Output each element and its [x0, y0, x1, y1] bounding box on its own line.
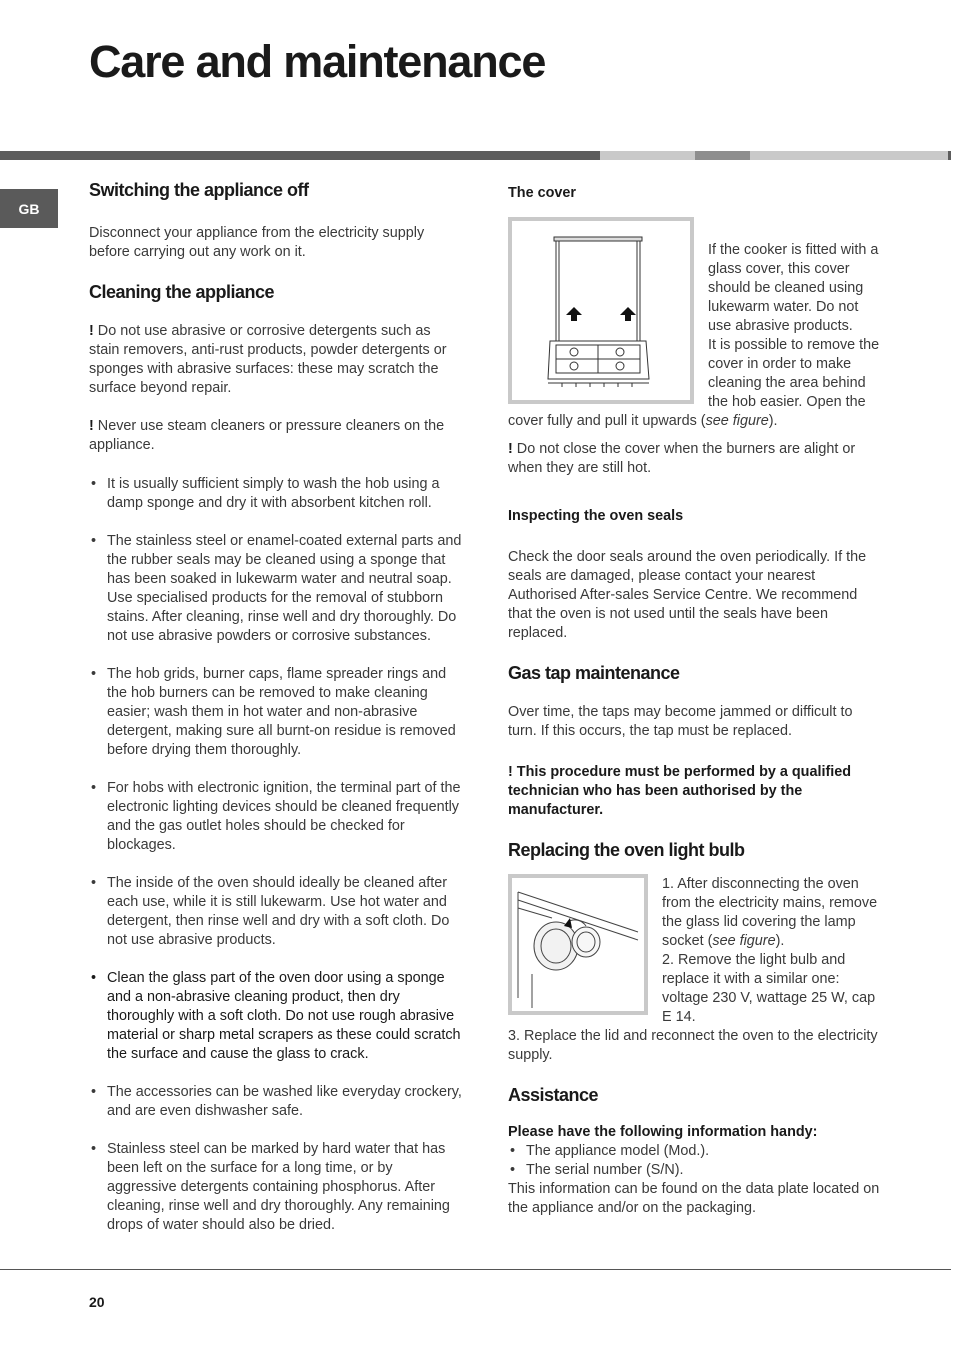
cover-warning-text: Do not close the cover when the burners are alight or when they are still hot. — [508, 441, 856, 476]
page-title: Care and maintenance — [89, 36, 546, 87]
warning-1-text: Do not use abrasive or corrosive detergents such as stain removers, anti-rust products, powder detergents or sponges with abrasive surfaces: these may scratch the surface beyond repair. — [89, 323, 447, 396]
cover-figure — [508, 217, 694, 404]
assist-heading: Assistance — [508, 1085, 599, 1105]
assist-lead: Please have the following information handy: — [508, 1124, 818, 1140]
warning-2 — [89, 417, 464, 455]
cover-text-2-end: ). — [768, 413, 778, 429]
list-item: • The hob grids, burner caps, flame spreader rings and the hob burners can be removed to make cleaning easier; wash them in hot water and non-abrasive detergent, making sure all burnt-on residue is removed before drying them thoroughly. — [89, 665, 464, 760]
header-bar-light-2 — [750, 151, 948, 160]
seals-heading: Inspecting the oven seals — [508, 508, 684, 524]
cover-heading: The cover — [508, 185, 576, 201]
cover-text-1: If the cooker is fitted with a glass cover, this cover should be cleaned using lukewarm water. Do not use abrasive products. — [708, 242, 879, 334]
seals-text: Check the door seals around the oven periodically. If the seals are damaged, please contact your nearest Authorised After-sales Service Centre. We recommend that the oven is not used until the seals have been replaced. — [508, 549, 867, 641]
clean-heading: Cleaning the appliance — [89, 282, 275, 302]
cover-section — [508, 215, 883, 431]
list-item: • Clean the glass part of the oven door using a sponge and a non-abrasive cleaning product, then dry thoroughly with a soft cloth. Do not use rough abrasive material or sharp metal scrapers as these could scratch the surface and cause the glass to crack. — [89, 969, 464, 1064]
bulb-section — [508, 874, 883, 1065]
gas-text: Over time, the taps may become jammed or difficult to turn. If this occurs, the tap must be replaced. — [508, 704, 853, 739]
warning-1 — [89, 322, 464, 398]
warning-mark: ! — [89, 323, 94, 339]
cleaning-list — [89, 475, 464, 1235]
bulb-heading: Replacing the oven light bulb — [508, 840, 745, 860]
bulb-step-1-text: 1. After disconnecting the oven from the electricity mains, remove the glass lid covering the lamp socket ( — [662, 876, 878, 949]
assist-text: This information can be found on the data plate located on the appliance and/or on the packaging. — [508, 1181, 880, 1216]
cover-warning — [508, 440, 883, 478]
warning-2-text: Never use steam cleaners or pressure cleaners on the appliance. — [89, 418, 445, 453]
language-tab: GB — [0, 189, 58, 228]
left-column — [89, 181, 464, 1235]
warning-mark: ! — [508, 441, 513, 457]
bulb-step-2: 2. Remove the light bulb and replace it with a similar one: voltage 230 V, wattage 25 W, cap E 14. — [662, 952, 876, 1025]
switch-text: Disconnect your appliance from the electricity supply before carrying out any work on it. — [89, 225, 425, 260]
list-item: • The serial number (S/N). — [508, 1161, 883, 1180]
cooker-cover-illustration — [512, 221, 690, 400]
footer-divider — [0, 1269, 951, 1270]
list-item: • The appliance model (Mod.). — [508, 1142, 883, 1161]
bulb-step-1-end: ). — [775, 933, 785, 949]
oven-lamp-illustration — [512, 878, 644, 1011]
see-figure-ref: see figure — [712, 933, 776, 949]
gas-heading: Gas tap maintenance — [508, 663, 680, 683]
gas-warning: ! This procedure must be performed by a qualified technician who has been authorised by the manufacturer. — [508, 764, 852, 818]
see-figure-ref: see figure — [705, 413, 769, 429]
list-item: • The inside of the oven should ideally be cleaned after each use, while it is still lukewarm. Use hot water and detergent, then rinse well and dry with a soft cloth. Do not use abrasive products. — [89, 874, 464, 950]
page-number: 20 — [89, 1294, 105, 1310]
list-item: • The accessories can be washed like everyday crockery, and are even dishwasher safe. — [89, 1083, 464, 1121]
assist-list — [508, 1142, 883, 1180]
bulb-step-3: 3. Replace the lid and reconnect the oven to the electricity supply. — [508, 1028, 878, 1063]
list-item: • It is usually sufficient simply to wash the hob using a damp sponge and dry it with absorbent kitchen roll. — [89, 475, 464, 513]
header-bar-mid — [695, 151, 750, 160]
bulb-figure — [508, 874, 648, 1015]
list-item: • For hobs with electronic ignition, the terminal part of the electronic lighting devices should be cleaned frequently and the gas outlet holes should be checked for blockages. — [89, 779, 464, 855]
right-column — [508, 184, 883, 1218]
header-bar-end — [948, 151, 951, 160]
switch-heading: Switching the appliance off — [89, 180, 309, 200]
cover-text-2-part: It is possible to remove the cover in order to make cleaning the area behind the hob easier. Open the cover fully and pull it upwards ( — [508, 337, 880, 429]
warning-mark: ! — [89, 418, 94, 434]
list-item: • Stainless steel can be marked by hard water that has been left on the surface for a long time, or by aggressive detergents containing phosphorus. After cleaning, rinse well and dry thoroughly. Any remaining drops of water should also be dried. — [89, 1140, 464, 1235]
list-item: • The stainless steel or enamel-coated external parts and the rubber seals may be cleaned using a sponge that has been soaked in lukewarm water and neutral soap. Use specialised products for the removal of stubborn stains. After cleaning, rinse well and dry thoroughly. Do not use abrasive powders or corrosive substances. — [89, 532, 464, 646]
header-bar-light — [600, 151, 695, 160]
header-bar-dark — [0, 151, 600, 160]
